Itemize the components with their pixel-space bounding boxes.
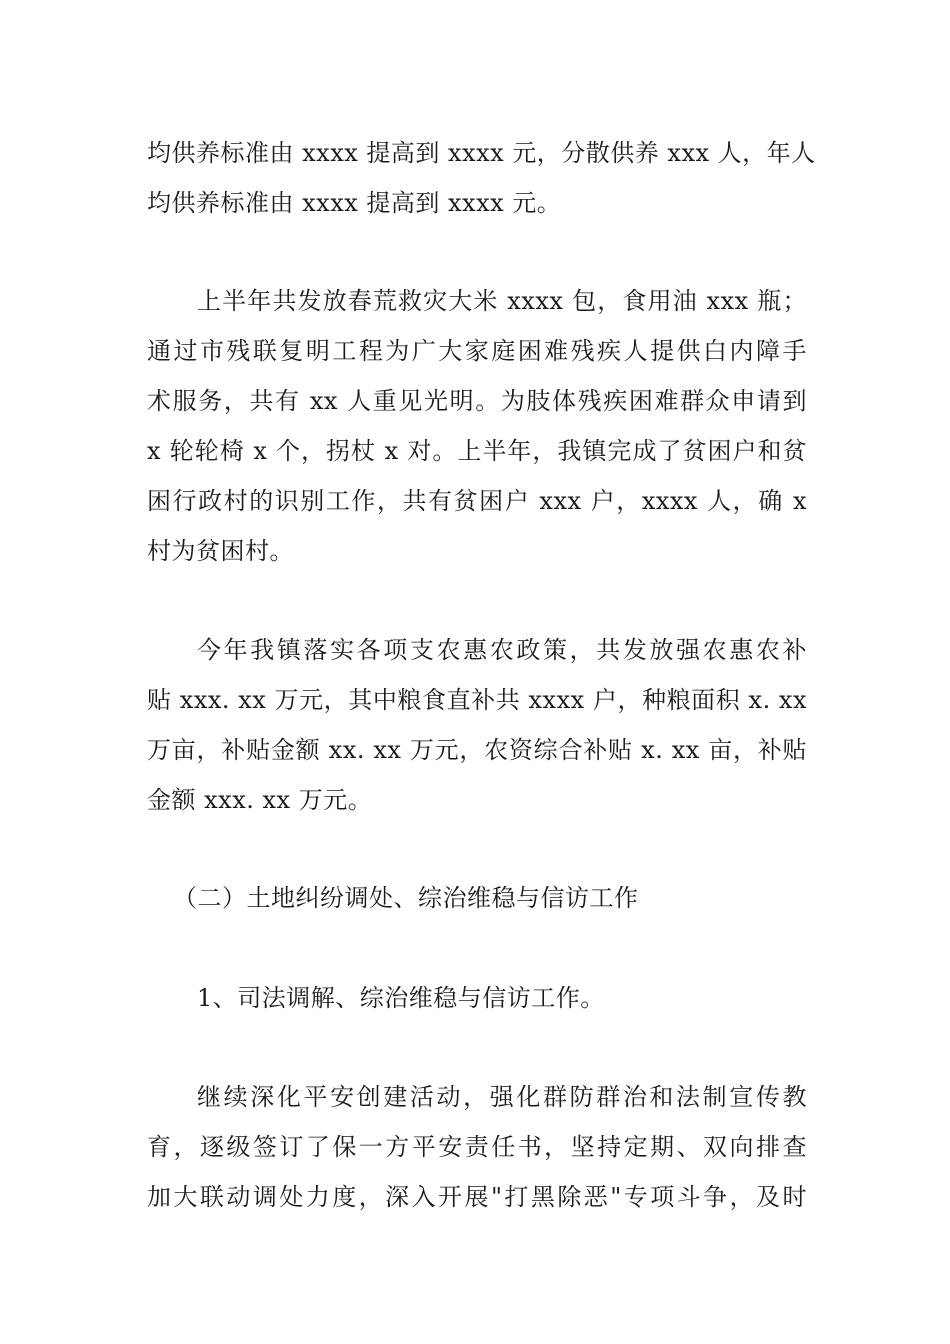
text-line: 继续深化平安创建活动，强化群防群治和法制宣传教	[197, 1083, 807, 1111]
text-line: 均供养标准由 xxxx 提高到 xxxx 元，分散供养 xxx 人，年人	[147, 139, 816, 167]
text-line: 术服务，共有 xx 人重见光明。为肢体残疾困难群众申请到	[147, 387, 807, 415]
section-heading: （二）土地纠纷调处、综治维稳与信访工作	[173, 884, 639, 912]
subsection-heading: 1、司法调解、综治维稳与信访工作。	[197, 984, 605, 1012]
text-line: 贴 xxx. xx 万元，其中粮食直补共 xxxx 户，种粮面积 x. xx	[147, 686, 807, 714]
text-line: 育，逐级签订了保一方平安责任书，坚持定期、双向排查	[147, 1133, 807, 1161]
paragraph-relief-distribution	[147, 276, 807, 576]
paragraph-stability-work	[147, 1072, 807, 1222]
text-line: x 轮轮椅 x 个，拐杖 x 对。上半年，我镇完成了贫困户和贫	[147, 437, 807, 465]
text-line: 金额 xxx. xx 万元。	[147, 786, 373, 814]
paragraph-support-standard	[147, 128, 816, 228]
text-line: 上半年共发放春荒救灾大米 xxxx 包，食用油 xxx 瓶；	[197, 287, 807, 315]
text-line: 均供养标准由 xxxx 提高到 xxxx 元。	[147, 189, 562, 217]
text-line: 今年我镇落实各项支农惠农政策，共发放强农惠农补	[197, 636, 807, 664]
text-line: 村为贫困村。	[147, 537, 294, 565]
text-line: 加大联动调处力度，深入开展"打黑除恶"专项斗争，及时	[147, 1183, 807, 1211]
text-line: 通过市残联复明工程为广大家庭困难残疾人提供白内障手	[147, 337, 807, 365]
paragraph-agricultural-subsidy	[147, 625, 807, 825]
text-line: 万亩，补贴金额 xx. xx 万元，农资综合补贴 x. xx 亩，补贴	[147, 736, 807, 764]
text-line: 困行政村的识别工作，共有贫困户 xxx 户，xxxx 人，确 x	[147, 487, 807, 515]
